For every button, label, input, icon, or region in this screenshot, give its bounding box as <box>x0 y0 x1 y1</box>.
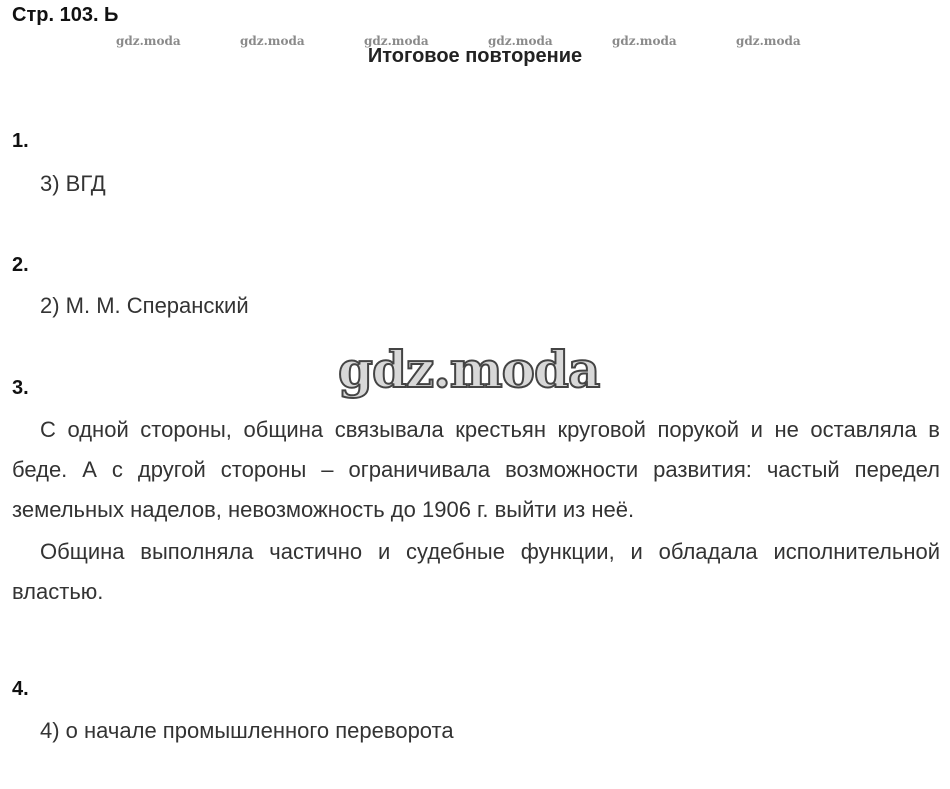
question-number: 2. <box>12 254 29 276</box>
watermark-small: gdz.moda <box>612 34 677 48</box>
question-number: 3. <box>12 377 29 399</box>
page-reference: Стр. 103. Ь <box>12 4 119 26</box>
question-answer: 4) о начале промышленного переворота <box>40 718 454 743</box>
answer-paragraph: С одной стороны, община связывала крестьян круговой порукой и не оставляла в беде. А с другой стороны – ограничивала возможности развития: частый передел земельных наделов, невозможность до 1906 г. выйти из неё. <box>12 417 940 522</box>
section-title: Итоговое повторение <box>367 45 583 67</box>
watermark-small: gdz.moda <box>488 34 553 48</box>
question-answer: 3) ВГД <box>40 171 106 196</box>
watermark-large: gdz.moda <box>338 340 600 399</box>
question-number: 1. <box>12 130 29 152</box>
watermark-small: gdz.moda <box>364 34 429 48</box>
watermark-small: gdz.moda <box>736 34 801 48</box>
question-number: 4. <box>12 678 29 700</box>
answer-paragraph: Община выполняла частично и судебные функции, и обладала исполнительной властью. <box>12 539 940 604</box>
question-answer: 2) М. М. Сперанский <box>40 293 249 318</box>
watermark-small: gdz.moda <box>116 34 181 48</box>
watermark-small: gdz.moda <box>240 34 305 48</box>
